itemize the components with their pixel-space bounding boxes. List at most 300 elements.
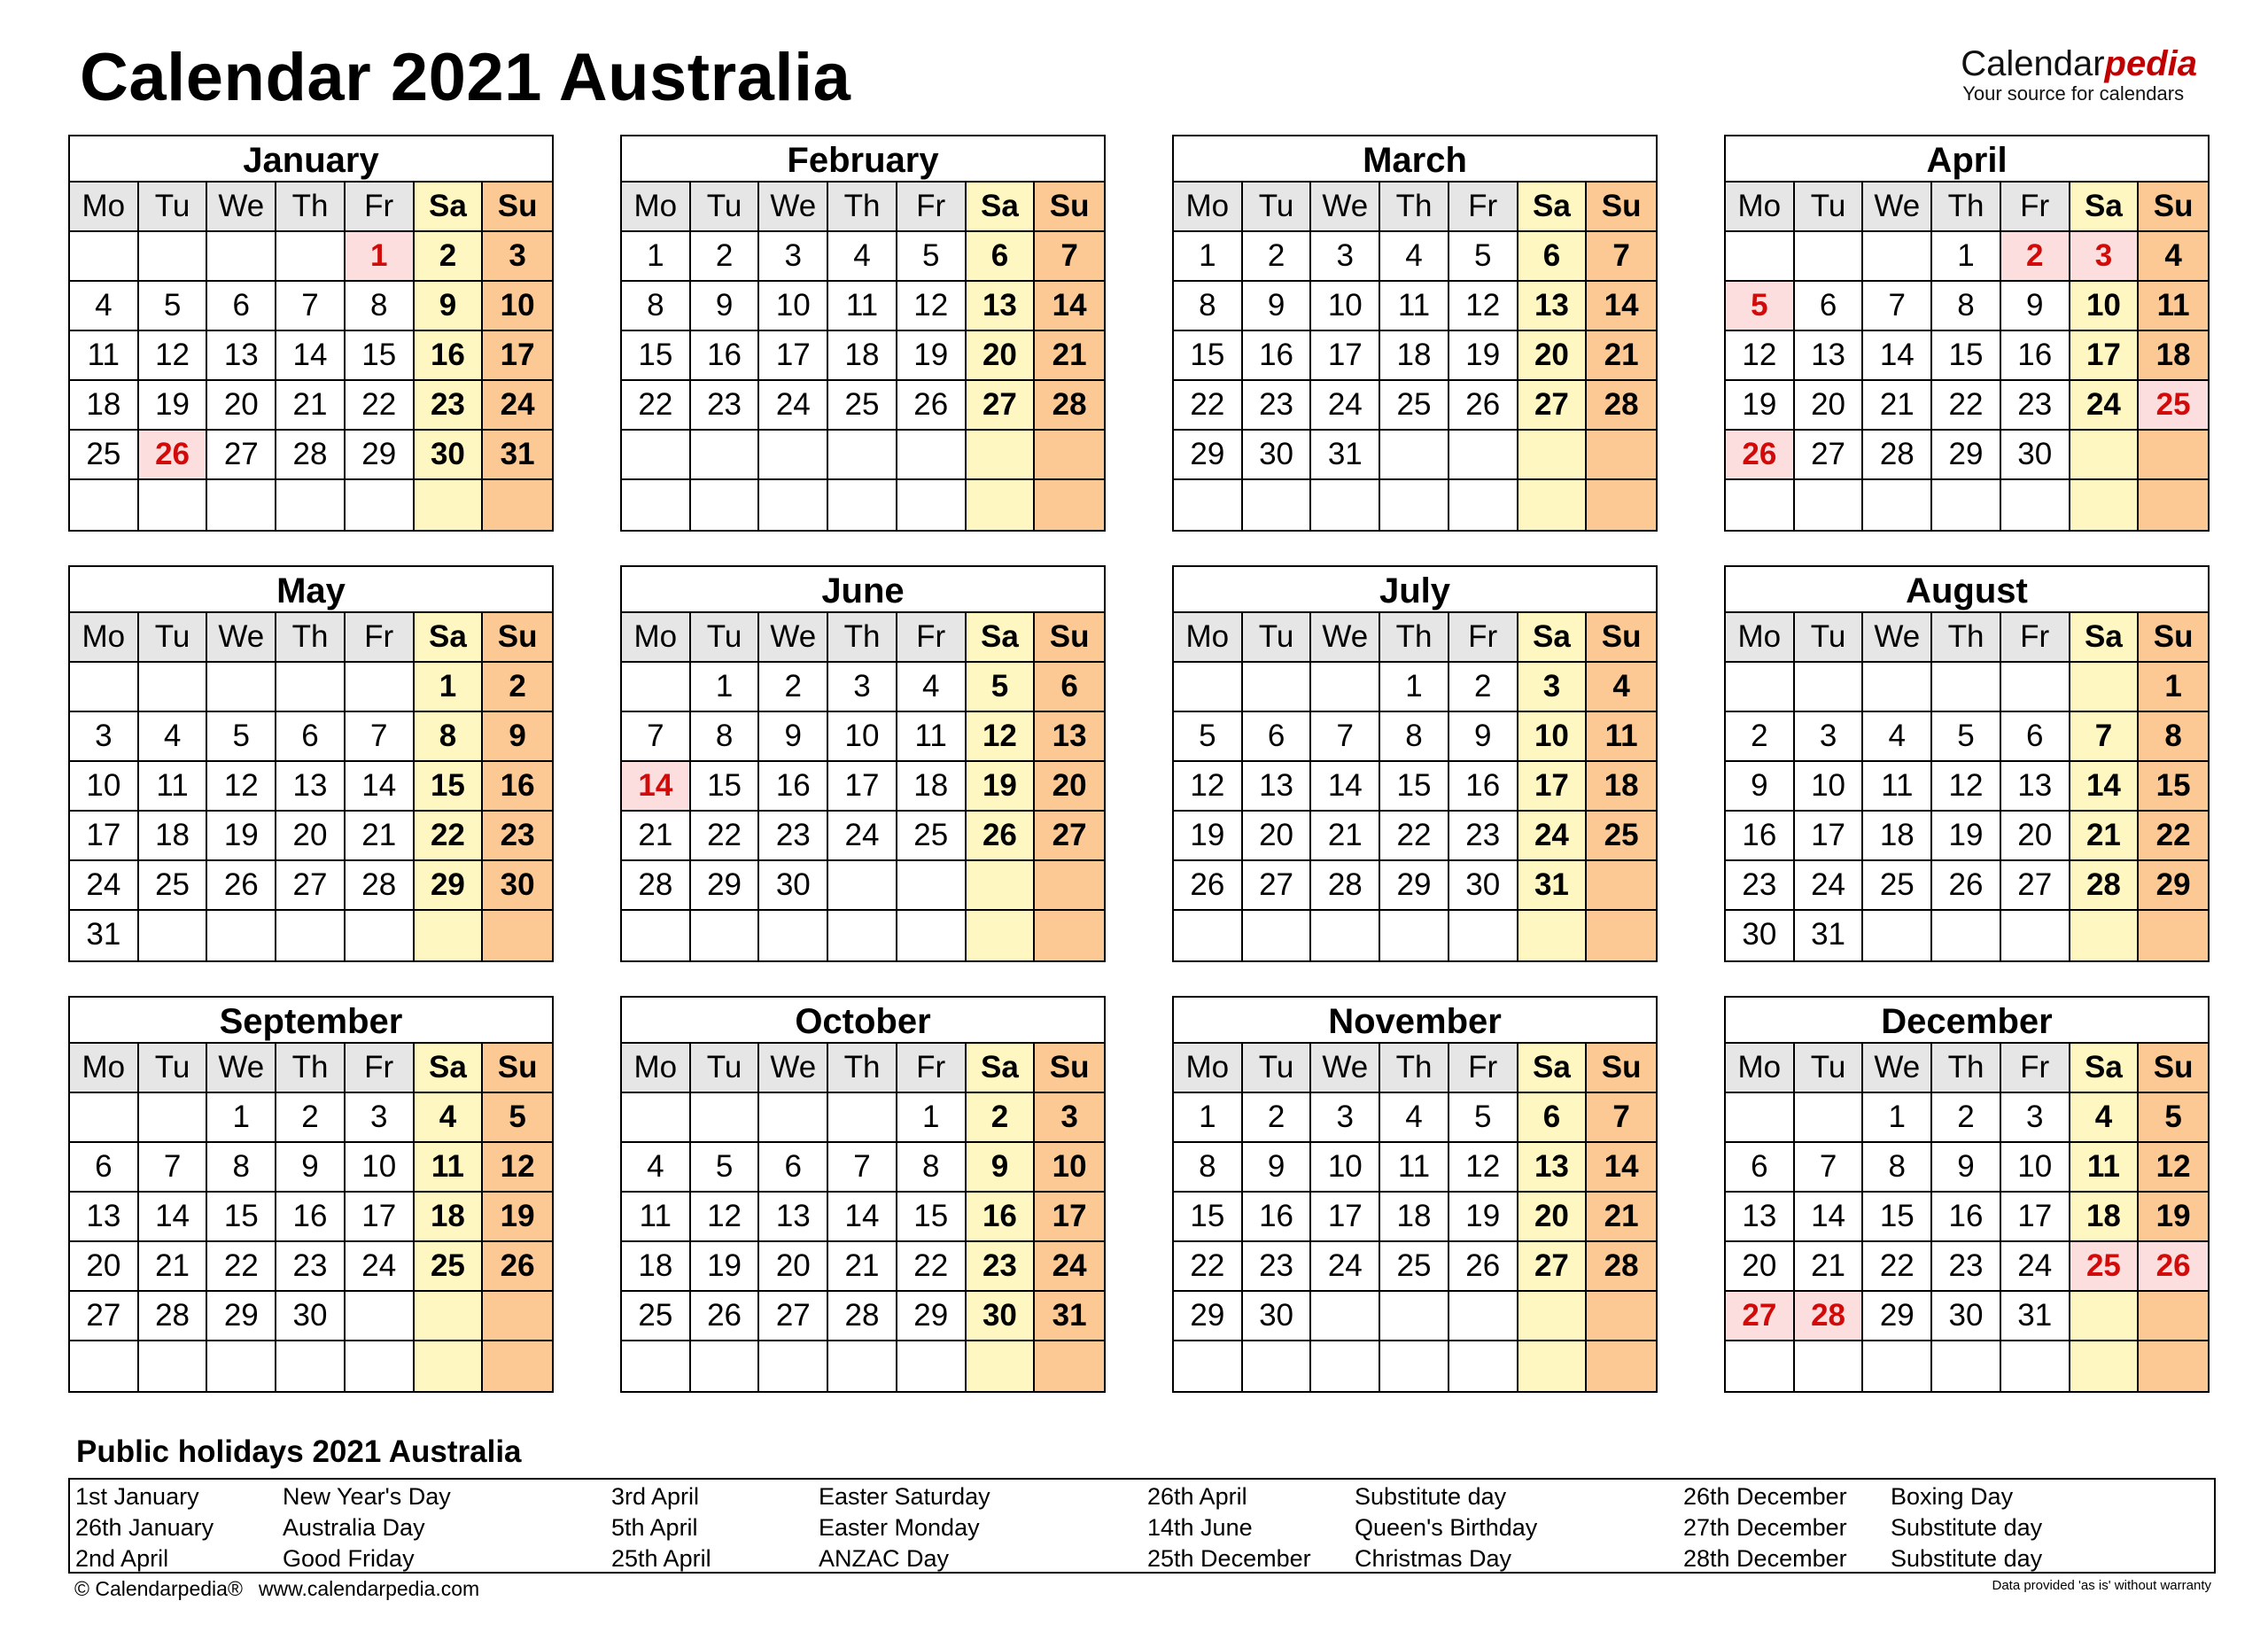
day-cell[interactable]: 8	[1932, 282, 2001, 331]
day-cell[interactable]: 16	[2001, 331, 2070, 381]
day-cell[interactable]: 5	[139, 282, 208, 331]
day-cell[interactable]: 14	[622, 762, 691, 812]
day-cell[interactable]: 11	[828, 282, 897, 331]
day-cell[interactable]: 24	[346, 1242, 415, 1292]
day-cell[interactable]: 29	[2139, 861, 2208, 911]
day-cell[interactable]: 23	[276, 1242, 346, 1292]
day-cell[interactable]: 7	[1587, 232, 1656, 282]
day-cell[interactable]: 14	[346, 762, 415, 812]
day-cell[interactable]: 18	[139, 812, 208, 861]
day-cell[interactable]: 25	[1380, 381, 1449, 431]
day-cell[interactable]: 29	[1932, 431, 2001, 480]
day-cell[interactable]: 3	[1795, 712, 1864, 762]
day-cell[interactable]: 17	[1311, 1193, 1380, 1242]
day-cell[interactable]: 29	[415, 861, 484, 911]
day-cell[interactable]: 18	[1863, 812, 1932, 861]
day-cell[interactable]: 27	[276, 861, 346, 911]
day-cell[interactable]: 20	[276, 812, 346, 861]
day-cell[interactable]: 22	[207, 1242, 276, 1292]
day-cell[interactable]: 8	[691, 712, 760, 762]
day-cell[interactable]: 14	[1035, 282, 1104, 331]
day-cell[interactable]: 3	[828, 663, 897, 712]
day-cell[interactable]: 4	[1380, 1093, 1449, 1143]
brand-logo[interactable]	[1961, 44, 2197, 105]
day-cell[interactable]: 9	[691, 282, 760, 331]
day-cell[interactable]: 13	[1035, 712, 1104, 762]
day-cell[interactable]: 7	[622, 712, 691, 762]
day-cell[interactable]: 11	[415, 1143, 484, 1193]
day-cell[interactable]: 19	[1174, 812, 1243, 861]
day-cell[interactable]: 15	[897, 1193, 967, 1242]
day-cell[interactable]: 8	[1863, 1143, 1932, 1193]
day-cell[interactable]: 29	[691, 861, 760, 911]
day-cell[interactable]: 5	[1932, 712, 2001, 762]
day-cell[interactable]: 8	[415, 712, 484, 762]
day-cell[interactable]: 4	[897, 663, 967, 712]
day-cell[interactable]: 7	[2070, 712, 2140, 762]
day-cell[interactable]: 19	[207, 812, 276, 861]
day-cell[interactable]: 17	[483, 331, 552, 381]
day-cell[interactable]: 6	[276, 712, 346, 762]
day-cell[interactable]: 19	[691, 1242, 760, 1292]
day-cell[interactable]: 21	[346, 812, 415, 861]
day-cell[interactable]: 17	[828, 762, 897, 812]
day-cell[interactable]: 10	[1518, 712, 1588, 762]
day-cell[interactable]: 27	[1518, 1242, 1588, 1292]
day-cell[interactable]: 30	[1726, 911, 1795, 960]
day-cell[interactable]: 12	[483, 1143, 552, 1193]
footer-url-link[interactable]: www.calendarpedia.com	[258, 1577, 480, 1600]
day-cell[interactable]: 18	[897, 762, 967, 812]
day-cell[interactable]: 11	[622, 1193, 691, 1242]
day-cell[interactable]: 9	[967, 1143, 1036, 1193]
day-cell[interactable]: 10	[1311, 282, 1380, 331]
day-cell[interactable]: 26	[691, 1292, 760, 1341]
day-cell[interactable]: 15	[2139, 762, 2208, 812]
day-cell[interactable]: 11	[1863, 762, 1932, 812]
day-cell[interactable]: 10	[1311, 1143, 1380, 1193]
day-cell[interactable]: 13	[276, 762, 346, 812]
day-cell[interactable]: 15	[415, 762, 484, 812]
day-cell[interactable]: 28	[346, 861, 415, 911]
day-cell[interactable]: 26	[207, 861, 276, 911]
day-cell[interactable]: 27	[70, 1292, 139, 1341]
day-cell[interactable]: 4	[415, 1093, 484, 1143]
day-cell[interactable]: 22	[1863, 1242, 1932, 1292]
day-cell[interactable]: 23	[691, 381, 760, 431]
day-cell[interactable]: 29	[346, 431, 415, 480]
day-cell[interactable]: 1	[691, 663, 760, 712]
day-cell[interactable]: 15	[1174, 1193, 1243, 1242]
day-cell[interactable]: 6	[759, 1143, 828, 1193]
day-cell[interactable]: 28	[1035, 381, 1104, 431]
day-cell[interactable]: 19	[897, 331, 967, 381]
day-cell[interactable]: 31	[1518, 861, 1588, 911]
day-cell[interactable]: 4	[2070, 1093, 2140, 1143]
day-cell[interactable]: 11	[1380, 1143, 1449, 1193]
day-cell[interactable]: 15	[691, 762, 760, 812]
day-cell[interactable]: 5	[483, 1093, 552, 1143]
day-cell[interactable]: 25	[70, 431, 139, 480]
day-cell[interactable]: 5	[691, 1143, 760, 1193]
day-cell[interactable]: 3	[2070, 232, 2140, 282]
day-cell[interactable]: 12	[1174, 762, 1243, 812]
day-cell[interactable]: 1	[622, 232, 691, 282]
day-cell[interactable]: 24	[828, 812, 897, 861]
day-cell[interactable]: 15	[1932, 331, 2001, 381]
day-cell[interactable]: 21	[828, 1242, 897, 1292]
day-cell[interactable]: 29	[1174, 431, 1243, 480]
day-cell[interactable]: 27	[967, 381, 1036, 431]
day-cell[interactable]: 25	[1587, 812, 1656, 861]
day-cell[interactable]: 27	[1518, 381, 1588, 431]
day-cell[interactable]: 10	[2001, 1143, 2070, 1193]
day-cell[interactable]: 13	[1726, 1193, 1795, 1242]
day-cell[interactable]: 16	[415, 331, 484, 381]
day-cell[interactable]: 7	[276, 282, 346, 331]
day-cell[interactable]: 15	[1174, 331, 1243, 381]
day-cell[interactable]: 4	[828, 232, 897, 282]
day-cell[interactable]: 6	[1518, 1093, 1588, 1143]
day-cell[interactable]: 16	[276, 1193, 346, 1242]
day-cell[interactable]: 18	[1380, 331, 1449, 381]
day-cell[interactable]: 2	[759, 663, 828, 712]
day-cell[interactable]: 13	[207, 331, 276, 381]
day-cell[interactable]: 13	[1518, 1143, 1588, 1193]
day-cell[interactable]: 9	[276, 1143, 346, 1193]
day-cell[interactable]: 20	[1518, 1193, 1588, 1242]
day-cell[interactable]: 19	[1932, 812, 2001, 861]
day-cell[interactable]: 8	[207, 1143, 276, 1193]
day-cell[interactable]: 12	[1932, 762, 2001, 812]
day-cell[interactable]: 24	[1035, 1242, 1104, 1292]
day-cell[interactable]: 22	[1932, 381, 2001, 431]
day-cell[interactable]: 13	[759, 1193, 828, 1242]
day-cell[interactable]: 27	[1243, 861, 1312, 911]
day-cell[interactable]: 26	[1449, 381, 1518, 431]
day-cell[interactable]: 26	[967, 812, 1036, 861]
day-cell[interactable]: 5	[897, 232, 967, 282]
day-cell[interactable]: 2	[1726, 712, 1795, 762]
day-cell[interactable]: 16	[1243, 331, 1312, 381]
day-cell[interactable]: 24	[1311, 1242, 1380, 1292]
day-cell[interactable]: 14	[139, 1193, 208, 1242]
day-cell[interactable]: 31	[1795, 911, 1864, 960]
day-cell[interactable]: 20	[967, 331, 1036, 381]
day-cell[interactable]: 4	[1380, 232, 1449, 282]
day-cell[interactable]: 5	[2139, 1093, 2208, 1143]
day-cell[interactable]: 14	[1587, 282, 1656, 331]
day-cell[interactable]: 20	[1035, 762, 1104, 812]
day-cell[interactable]: 9	[1932, 1143, 2001, 1193]
day-cell[interactable]: 28	[622, 861, 691, 911]
day-cell[interactable]: 31	[2001, 1292, 2070, 1341]
day-cell[interactable]: 25	[1863, 861, 1932, 911]
day-cell[interactable]: 24	[759, 381, 828, 431]
day-cell[interactable]: 9	[1726, 762, 1795, 812]
day-cell[interactable]: 17	[759, 331, 828, 381]
day-cell[interactable]: 12	[207, 762, 276, 812]
day-cell[interactable]: 20	[207, 381, 276, 431]
day-cell[interactable]: 8	[622, 282, 691, 331]
day-cell[interactable]: 19	[139, 381, 208, 431]
day-cell[interactable]: 6	[1518, 232, 1588, 282]
day-cell[interactable]: 7	[139, 1143, 208, 1193]
day-cell[interactable]: 26	[139, 431, 208, 480]
day-cell[interactable]: 3	[1518, 663, 1588, 712]
day-cell[interactable]: 22	[1174, 1242, 1243, 1292]
day-cell[interactable]: 23	[1726, 861, 1795, 911]
day-cell[interactable]: 18	[415, 1193, 484, 1242]
day-cell[interactable]: 14	[2070, 762, 2140, 812]
day-cell[interactable]: 2	[1932, 1093, 2001, 1143]
day-cell[interactable]: 2	[415, 232, 484, 282]
day-cell[interactable]: 9	[1449, 712, 1518, 762]
day-cell[interactable]: 25	[828, 381, 897, 431]
day-cell[interactable]: 23	[483, 812, 552, 861]
day-cell[interactable]: 2	[1449, 663, 1518, 712]
day-cell[interactable]: 23	[967, 1242, 1036, 1292]
day-cell[interactable]: 18	[1380, 1193, 1449, 1242]
day-cell[interactable]: 16	[1932, 1193, 2001, 1242]
day-cell[interactable]: 21	[2070, 812, 2140, 861]
day-cell[interactable]: 22	[897, 1242, 967, 1292]
day-cell[interactable]: 3	[759, 232, 828, 282]
day-cell[interactable]: 10	[1795, 762, 1864, 812]
day-cell[interactable]: 26	[1726, 431, 1795, 480]
day-cell[interactable]: 13	[2001, 762, 2070, 812]
day-cell[interactable]: 18	[1587, 762, 1656, 812]
day-cell[interactable]: 1	[897, 1093, 967, 1143]
day-cell[interactable]: 30	[759, 861, 828, 911]
day-cell[interactable]: 6	[207, 282, 276, 331]
day-cell[interactable]: 2	[1243, 1093, 1312, 1143]
day-cell[interactable]: 5	[1174, 712, 1243, 762]
day-cell[interactable]: 29	[1863, 1292, 1932, 1341]
day-cell[interactable]: 1	[2139, 663, 2208, 712]
day-cell[interactable]: 23	[1243, 1242, 1312, 1292]
day-cell[interactable]: 5	[1726, 282, 1795, 331]
day-cell[interactable]: 5	[1449, 232, 1518, 282]
day-cell[interactable]: 31	[1035, 1292, 1104, 1341]
day-cell[interactable]: 9	[1243, 1143, 1312, 1193]
day-cell[interactable]: 16	[759, 762, 828, 812]
day-cell[interactable]: 9	[415, 282, 484, 331]
day-cell[interactable]: 28	[1587, 381, 1656, 431]
day-cell[interactable]: 22	[2139, 812, 2208, 861]
day-cell[interactable]: 16	[1726, 812, 1795, 861]
day-cell[interactable]: 20	[759, 1242, 828, 1292]
day-cell[interactable]: 30	[415, 431, 484, 480]
day-cell[interactable]: 28	[1863, 431, 1932, 480]
day-cell[interactable]: 12	[897, 282, 967, 331]
day-cell[interactable]: 23	[1243, 381, 1312, 431]
day-cell[interactable]: 24	[2001, 1242, 2070, 1292]
day-cell[interactable]: 27	[207, 431, 276, 480]
day-cell[interactable]: 4	[70, 282, 139, 331]
day-cell[interactable]: 22	[1380, 812, 1449, 861]
day-cell[interactable]: 15	[622, 331, 691, 381]
day-cell[interactable]: 25	[2070, 1242, 2140, 1292]
day-cell[interactable]: 24	[1311, 381, 1380, 431]
day-cell[interactable]: 19	[483, 1193, 552, 1242]
day-cell[interactable]: 12	[691, 1193, 760, 1242]
day-cell[interactable]: 11	[139, 762, 208, 812]
day-cell[interactable]: 20	[2001, 812, 2070, 861]
day-cell[interactable]: 3	[1311, 1093, 1380, 1143]
day-cell[interactable]: 29	[207, 1292, 276, 1341]
day-cell[interactable]: 25	[415, 1242, 484, 1292]
day-cell[interactable]: 21	[1587, 1193, 1656, 1242]
day-cell[interactable]: 25	[1380, 1242, 1449, 1292]
day-cell[interactable]: 11	[1380, 282, 1449, 331]
day-cell[interactable]: 26	[1449, 1242, 1518, 1292]
day-cell[interactable]: 2	[691, 232, 760, 282]
day-cell[interactable]: 25	[2139, 381, 2208, 431]
day-cell[interactable]: 7	[1587, 1093, 1656, 1143]
day-cell[interactable]: 20	[70, 1242, 139, 1292]
day-cell[interactable]: 19	[1449, 1193, 1518, 1242]
day-cell[interactable]: 24	[2070, 381, 2140, 431]
day-cell[interactable]: 21	[1795, 1242, 1864, 1292]
day-cell[interactable]: 12	[1449, 1143, 1518, 1193]
day-cell[interactable]: 4	[2139, 232, 2208, 282]
day-cell[interactable]: 17	[346, 1193, 415, 1242]
day-cell[interactable]: 25	[139, 861, 208, 911]
day-cell[interactable]: 4	[1587, 663, 1656, 712]
day-cell[interactable]: 22	[691, 812, 760, 861]
day-cell[interactable]: 31	[70, 911, 139, 960]
day-cell[interactable]: 28	[2070, 861, 2140, 911]
day-cell[interactable]: 28	[1587, 1242, 1656, 1292]
day-cell[interactable]: 23	[1932, 1242, 2001, 1292]
day-cell[interactable]: 13	[1795, 331, 1864, 381]
day-cell[interactable]: 9	[759, 712, 828, 762]
day-cell[interactable]: 10	[759, 282, 828, 331]
day-cell[interactable]: 29	[897, 1292, 967, 1341]
day-cell[interactable]: 30	[276, 1292, 346, 1341]
day-cell[interactable]: 7	[1035, 232, 1104, 282]
day-cell[interactable]: 12	[1726, 331, 1795, 381]
day-cell[interactable]: 1	[1174, 232, 1243, 282]
day-cell[interactable]: 6	[1243, 712, 1312, 762]
day-cell[interactable]: 30	[1932, 1292, 2001, 1341]
day-cell[interactable]: 15	[1863, 1193, 1932, 1242]
day-cell[interactable]: 14	[828, 1193, 897, 1242]
day-cell[interactable]: 20	[1795, 381, 1864, 431]
day-cell[interactable]: 5	[207, 712, 276, 762]
day-cell[interactable]: 7	[1311, 712, 1380, 762]
day-cell[interactable]: 26	[1174, 861, 1243, 911]
day-cell[interactable]: 22	[1174, 381, 1243, 431]
day-cell[interactable]: 3	[70, 712, 139, 762]
day-cell[interactable]: 30	[1243, 431, 1312, 480]
day-cell[interactable]: 30	[1449, 861, 1518, 911]
day-cell[interactable]: 12	[1449, 282, 1518, 331]
day-cell[interactable]: 28	[139, 1292, 208, 1341]
day-cell[interactable]: 30	[1243, 1292, 1312, 1341]
day-cell[interactable]: 11	[1587, 712, 1656, 762]
day-cell[interactable]: 1	[1863, 1093, 1932, 1143]
day-cell[interactable]: 21	[139, 1242, 208, 1292]
day-cell[interactable]: 29	[1380, 861, 1449, 911]
day-cell[interactable]: 23	[759, 812, 828, 861]
day-cell[interactable]: 16	[1449, 762, 1518, 812]
day-cell[interactable]: 10	[483, 282, 552, 331]
day-cell[interactable]: 27	[1795, 431, 1864, 480]
day-cell[interactable]: 2	[483, 663, 552, 712]
day-cell[interactable]: 17	[1518, 762, 1588, 812]
day-cell[interactable]: 27	[2001, 861, 2070, 911]
day-cell[interactable]: 31	[1311, 431, 1380, 480]
day-cell[interactable]: 4	[139, 712, 208, 762]
day-cell[interactable]: 17	[1795, 812, 1864, 861]
day-cell[interactable]: 23	[415, 381, 484, 431]
day-cell[interactable]: 18	[828, 331, 897, 381]
day-cell[interactable]: 24	[483, 381, 552, 431]
day-cell[interactable]: 18	[70, 381, 139, 431]
day-cell[interactable]: 6	[2001, 712, 2070, 762]
day-cell[interactable]: 6	[1726, 1143, 1795, 1193]
day-cell[interactable]: 14	[1863, 331, 1932, 381]
day-cell[interactable]: 28	[1311, 861, 1380, 911]
day-cell[interactable]: 15	[346, 331, 415, 381]
day-cell[interactable]: 10	[828, 712, 897, 762]
day-cell[interactable]: 26	[1932, 861, 2001, 911]
day-cell[interactable]: 2	[276, 1093, 346, 1143]
day-cell[interactable]: 26	[2139, 1242, 2208, 1292]
day-cell[interactable]: 14	[1795, 1193, 1864, 1242]
day-cell[interactable]: 16	[691, 331, 760, 381]
day-cell[interactable]: 16	[483, 762, 552, 812]
day-cell[interactable]: 7	[1795, 1143, 1864, 1193]
day-cell[interactable]: 25	[622, 1292, 691, 1341]
day-cell[interactable]: 21	[276, 381, 346, 431]
day-cell[interactable]: 1	[1174, 1093, 1243, 1143]
day-cell[interactable]: 10	[2070, 282, 2140, 331]
day-cell[interactable]: 4	[622, 1143, 691, 1193]
day-cell[interactable]: 14	[276, 331, 346, 381]
day-cell[interactable]: 5	[967, 663, 1036, 712]
day-cell[interactable]: 18	[622, 1242, 691, 1292]
day-cell[interactable]: 20	[1243, 812, 1312, 861]
day-cell[interactable]: 21	[1311, 812, 1380, 861]
day-cell[interactable]: 24	[1518, 812, 1588, 861]
day-cell[interactable]: 12	[967, 712, 1036, 762]
day-cell[interactable]: 6	[70, 1143, 139, 1193]
day-cell[interactable]: 2	[2001, 232, 2070, 282]
day-cell[interactable]: 9	[483, 712, 552, 762]
day-cell[interactable]: 15	[207, 1193, 276, 1242]
day-cell[interactable]: 26	[897, 381, 967, 431]
day-cell[interactable]: 12	[2139, 1143, 2208, 1193]
day-cell[interactable]: 23	[1449, 812, 1518, 861]
day-cell[interactable]: 19	[2139, 1193, 2208, 1242]
day-cell[interactable]: 11	[70, 331, 139, 381]
day-cell[interactable]: 6	[967, 232, 1036, 282]
day-cell[interactable]: 6	[1795, 282, 1864, 331]
day-cell[interactable]: 7	[1863, 282, 1932, 331]
day-cell[interactable]: 6	[1035, 663, 1104, 712]
day-cell[interactable]: 10	[1035, 1143, 1104, 1193]
day-cell[interactable]: 18	[2139, 331, 2208, 381]
day-cell[interactable]: 17	[2001, 1193, 2070, 1242]
day-cell[interactable]: 30	[967, 1292, 1036, 1341]
day-cell[interactable]: 16	[1243, 1193, 1312, 1242]
day-cell[interactable]: 14	[1311, 762, 1380, 812]
day-cell[interactable]: 24	[1795, 861, 1864, 911]
day-cell[interactable]: 19	[967, 762, 1036, 812]
